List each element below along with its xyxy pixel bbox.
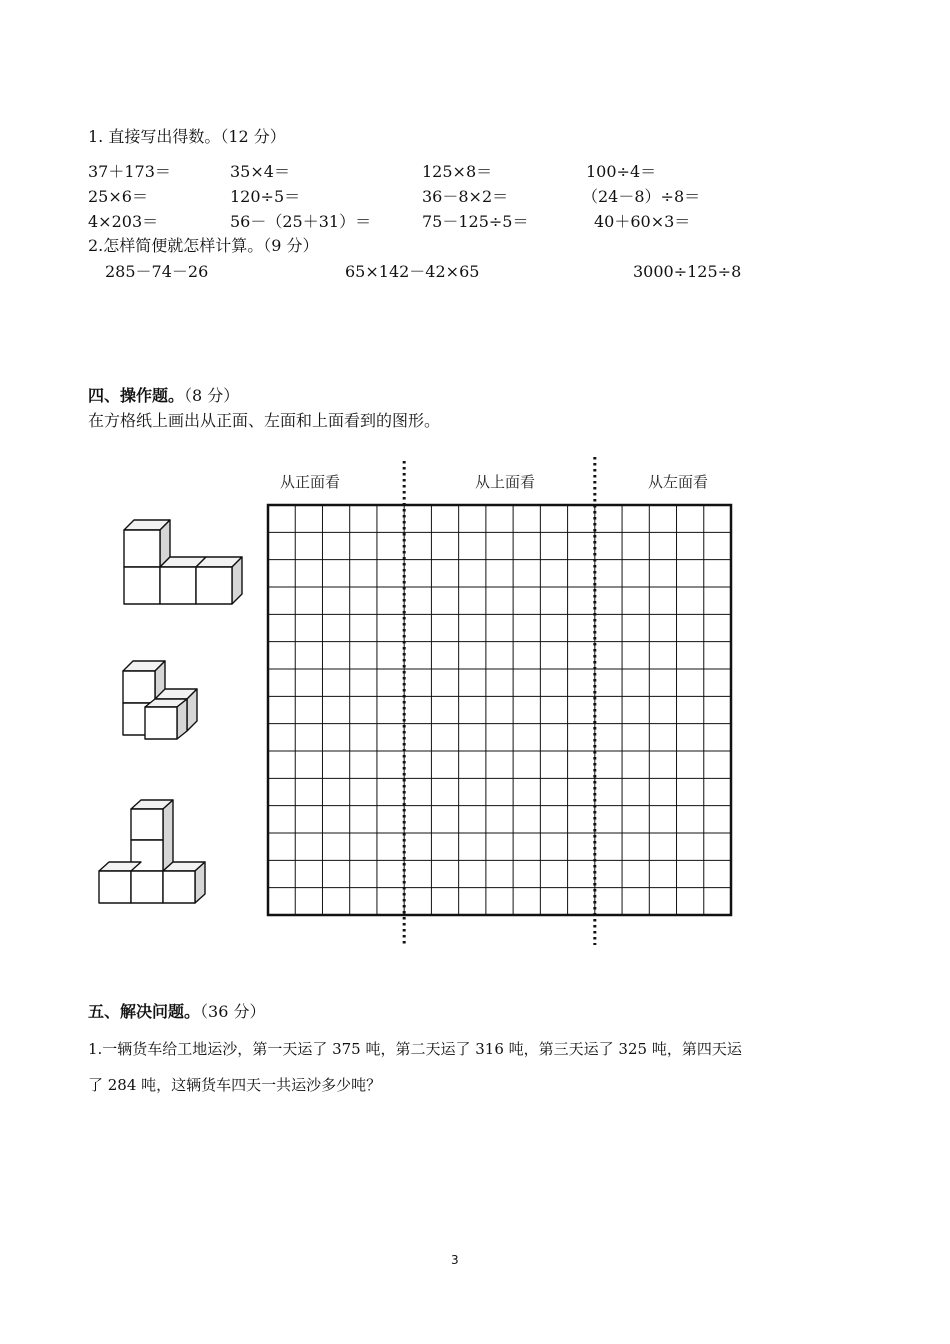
cube-figure-2 [115, 655, 205, 750]
q1-item: 25×6＝ [88, 187, 148, 206]
section-five-score: （36 分） [200, 1002, 266, 1021]
q1-item: 120÷5＝ [230, 187, 301, 206]
section-four-heading [88, 386, 239, 406]
section-four-score: （8 分） [184, 386, 240, 405]
q1-item: 75－125÷5＝ [422, 212, 529, 231]
q1-item: （24－8）÷8＝ [582, 187, 701, 206]
section-five-title: 五、解决问题。 [88, 1002, 201, 1021]
q1-item: 35×4＝ [230, 162, 290, 181]
grid-border [268, 505, 731, 915]
q1-item: 37＋173＝ [88, 162, 171, 181]
q1-item: 40＋60×3＝ [594, 212, 691, 231]
q1-item: 4×203＝ [88, 212, 159, 231]
q1-item: 36－8×2＝ [422, 187, 509, 206]
grid-paper[interactable] [258, 455, 738, 955]
cube-figure-1 [115, 515, 250, 610]
q1-item: 100÷4＝ [586, 162, 657, 181]
q2-title: 2.怎样简便就怎样计算。（9 分） [88, 236, 319, 255]
cube-figure-3 [95, 795, 210, 910]
grid-label-left: 从左面看 [648, 473, 709, 491]
q1-item: 56－（25＋31）＝ [230, 212, 372, 231]
page-number: 3 [451, 1253, 459, 1267]
section-five-q1-line2: 了 284 吨，这辆货车四天一共运沙多少吨？ [88, 1076, 382, 1094]
section-five-q1-line1: 1.一辆货车给工地运沙，第一天运了 375 吨，第二天运了 316 吨，第三天运了 325 吨，第四天运 [88, 1040, 742, 1058]
q1-title: 1. 直接写出得数。（12 分） [88, 127, 286, 146]
grid-label-front: 从正面看 [280, 473, 341, 491]
q2-item: 285－74－26 [105, 262, 209, 281]
grid-label-top: 从上面看 [475, 473, 536, 491]
section-five-heading [88, 1002, 265, 1022]
section-four-instruction: 在方格纸上画出从正面、左面和上面看到的图形。 [88, 411, 441, 430]
q2-item: 65×142－42×65 [345, 262, 480, 281]
q1-item: 125×8＝ [422, 162, 493, 181]
section-four-title: 四、操作题。 [88, 386, 185, 405]
q2-item: 3000÷125÷8 [633, 262, 742, 281]
